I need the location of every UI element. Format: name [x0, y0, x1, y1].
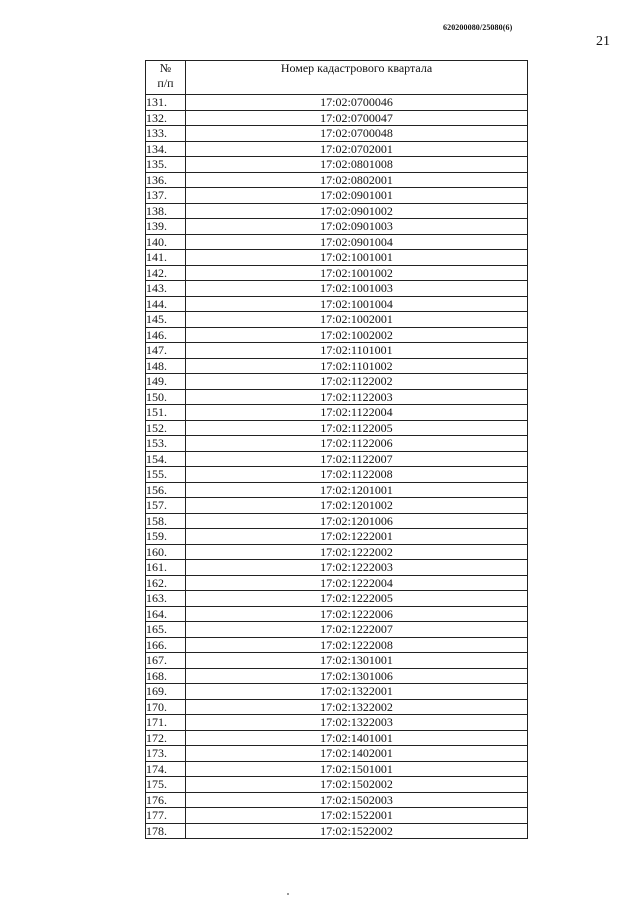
table-row [146, 622, 528, 638]
cadastral-quarter-cell: 17:02:1222004 [186, 575, 528, 591]
row-number-cell: 163. [146, 591, 186, 607]
row-number-cell: 168. [146, 668, 186, 684]
table-row [146, 141, 528, 157]
row-number-cell: 153. [146, 436, 186, 452]
row-number-cell: 132. [146, 110, 186, 126]
cadastral-quarter-cell: 17:02:1001003 [186, 281, 528, 297]
document-code: 620200080/25080(6) [443, 23, 513, 32]
cadastral-quarter-cell: 17:02:1522002 [186, 823, 528, 839]
cadastral-quarter-cell: 17:02:1222002 [186, 544, 528, 560]
row-number-cell: 161. [146, 560, 186, 576]
row-number-cell: 155. [146, 467, 186, 483]
table-body [146, 95, 528, 839]
row-number-cell: 131. [146, 95, 186, 111]
cadastral-quarter-cell: 17:02:0901002 [186, 203, 528, 219]
table-row [146, 482, 528, 498]
cadastral-quarter-cell: 17:02:0801008 [186, 157, 528, 173]
row-number-cell: 169. [146, 684, 186, 700]
cadastral-quarter-cell: 17:02:0802001 [186, 172, 528, 188]
row-number-cell: 165. [146, 622, 186, 638]
row-number-cell: 138. [146, 203, 186, 219]
cadastral-quarter-cell: 17:02:1222005 [186, 591, 528, 607]
page-number: 21 [596, 34, 610, 49]
cadastral-quarter-cell: 17:02:1402001 [186, 746, 528, 762]
table-row [146, 281, 528, 297]
row-number-cell: 159. [146, 529, 186, 545]
cadastral-quarter-cell: 17:02:0700046 [186, 95, 528, 111]
table-row [146, 823, 528, 839]
table-row [146, 95, 528, 111]
column-header-number-line1: № [159, 61, 172, 75]
cadastral-quarter-cell: 17:02:1301001 [186, 653, 528, 669]
row-number-cell: 148. [146, 358, 186, 374]
row-number-cell: 136. [146, 172, 186, 188]
column-header-quarter: Номер кадастрового квартала [186, 61, 528, 95]
table-row [146, 110, 528, 126]
cadastral-quarter-cell: 17:02:1122002 [186, 374, 528, 390]
table-row [146, 761, 528, 777]
row-number-cell: 164. [146, 606, 186, 622]
cadastral-quarter-cell: 17:02:1222007 [186, 622, 528, 638]
row-number-cell: 145. [146, 312, 186, 328]
cadastral-quarter-cell: 17:02:1122007 [186, 451, 528, 467]
table-row [146, 203, 528, 219]
cadastral-quarter-cell: 17:02:1522001 [186, 808, 528, 824]
row-number-cell: 150. [146, 389, 186, 405]
row-number-cell: 140. [146, 234, 186, 250]
cadastral-quarter-cell: 17:02:1222001 [186, 529, 528, 545]
cadastral-quarter-cell: 17:02:0901004 [186, 234, 528, 250]
table-row [146, 467, 528, 483]
table-row [146, 513, 528, 529]
table-row [146, 792, 528, 808]
cadastral-quarter-cell: 17:02:1322003 [186, 715, 528, 731]
table-row [146, 296, 528, 312]
cadastral-quarter-cell: 17:02:1502002 [186, 777, 528, 793]
table-row [146, 498, 528, 514]
row-number-cell: 170. [146, 699, 186, 715]
cadastral-quarter-cell: 17:02:1122005 [186, 420, 528, 436]
row-number-cell: 157. [146, 498, 186, 514]
cadastral-quarter-cell: 17:02:1002002 [186, 327, 528, 343]
cadastral-quarter-cell: 17:02:0700048 [186, 126, 528, 142]
table-row [146, 684, 528, 700]
cadastral-quarter-cell: 17:02:1101001 [186, 343, 528, 359]
table-row [146, 343, 528, 359]
table-row [146, 560, 528, 576]
column-header-number-line2: п/п [157, 76, 174, 90]
row-number-cell: 173. [146, 746, 186, 762]
row-number-cell: 137. [146, 188, 186, 204]
table-row [146, 312, 528, 328]
cadastral-quarter-cell: 17:02:1501001 [186, 761, 528, 777]
row-number-cell: 174. [146, 761, 186, 777]
cadastral-quarter-cell: 17:02:1222006 [186, 606, 528, 622]
table-row [146, 219, 528, 235]
table-row [146, 126, 528, 142]
row-number-cell: 139. [146, 219, 186, 235]
cadastral-quarter-cell: 17:02:1322002 [186, 699, 528, 715]
cadastral-quarter-cell: 17:02:1222003 [186, 560, 528, 576]
table-row [146, 234, 528, 250]
cadastral-quarter-cell: 17:02:1301006 [186, 668, 528, 684]
table-row [146, 730, 528, 746]
table-row [146, 668, 528, 684]
row-number-cell: 154. [146, 451, 186, 467]
table-row [146, 172, 528, 188]
table-row [146, 699, 528, 715]
table-row [146, 358, 528, 374]
row-number-cell: 147. [146, 343, 186, 359]
cadastral-quarter-cell: 17:02:1122003 [186, 389, 528, 405]
row-number-cell: 178. [146, 823, 186, 839]
cadastral-quarter-cell: 17:02:1101002 [186, 358, 528, 374]
cadastral-quarter-cell: 17:02:1222008 [186, 637, 528, 653]
cadastral-quarter-cell: 17:02:1201006 [186, 513, 528, 529]
row-number-cell: 152. [146, 420, 186, 436]
table-row [146, 777, 528, 793]
cadastral-quarter-cell: 17:02:1322001 [186, 684, 528, 700]
row-number-cell: 149. [146, 374, 186, 390]
row-number-cell: 167. [146, 653, 186, 669]
row-number-cell: 171. [146, 715, 186, 731]
row-number-cell: 162. [146, 575, 186, 591]
cadastral-quarter-cell: 17:02:1122008 [186, 467, 528, 483]
row-number-cell: 156. [146, 482, 186, 498]
table-row [146, 575, 528, 591]
table-row [146, 653, 528, 669]
cadastral-quarter-cell: 17:02:1122004 [186, 405, 528, 421]
cadastral-quarter-cell: 17:02:1001002 [186, 265, 528, 281]
table-row [146, 637, 528, 653]
table-row [146, 544, 528, 560]
table-row [146, 715, 528, 731]
row-number-cell: 151. [146, 405, 186, 421]
table-row [146, 188, 528, 204]
cadastral-quarter-cell: 17:02:0700047 [186, 110, 528, 126]
row-number-cell: 158. [146, 513, 186, 529]
row-number-cell: 133. [146, 126, 186, 142]
scan-speck [287, 893, 289, 895]
cadastral-quarter-cell: 17:02:1201001 [186, 482, 528, 498]
row-number-cell: 166. [146, 637, 186, 653]
cadastral-quarter-cell: 17:02:1502003 [186, 792, 528, 808]
row-number-cell: 160. [146, 544, 186, 560]
table-row [146, 389, 528, 405]
row-number-cell: 175. [146, 777, 186, 793]
cadastral-quarter-cell: 17:02:1001001 [186, 250, 528, 266]
cadastral-quarters-table [145, 60, 528, 839]
row-number-cell: 146. [146, 327, 186, 343]
table-row [146, 420, 528, 436]
table-row [146, 451, 528, 467]
table-row [146, 405, 528, 421]
table-header-row [146, 61, 528, 95]
row-number-cell: 177. [146, 808, 186, 824]
cadastral-quarter-cell: 17:02:0702001 [186, 141, 528, 157]
column-header-number [146, 61, 186, 95]
cadastral-quarter-cell: 17:02:1201002 [186, 498, 528, 514]
table-row [146, 808, 528, 824]
cadastral-quarter-cell: 17:02:1401001 [186, 730, 528, 746]
row-number-cell: 142. [146, 265, 186, 281]
cadastral-quarter-cell: 17:02:1001004 [186, 296, 528, 312]
table-row [146, 436, 528, 452]
cadastral-quarter-cell: 17:02:1122006 [186, 436, 528, 452]
row-number-cell: 135. [146, 157, 186, 173]
table-row [146, 157, 528, 173]
cadastral-quarter-cell: 17:02:1002001 [186, 312, 528, 328]
row-number-cell: 143. [146, 281, 186, 297]
table-row [146, 746, 528, 762]
table-row [146, 374, 528, 390]
row-number-cell: 172. [146, 730, 186, 746]
table-row [146, 327, 528, 343]
cadastral-quarter-cell: 17:02:0901003 [186, 219, 528, 235]
table-row [146, 529, 528, 545]
table-row [146, 250, 528, 266]
cadastral-quarter-cell: 17:02:0901001 [186, 188, 528, 204]
table-row [146, 591, 528, 607]
row-number-cell: 134. [146, 141, 186, 157]
row-number-cell: 144. [146, 296, 186, 312]
row-number-cell: 141. [146, 250, 186, 266]
table-row [146, 265, 528, 281]
table-row [146, 606, 528, 622]
row-number-cell: 176. [146, 792, 186, 808]
